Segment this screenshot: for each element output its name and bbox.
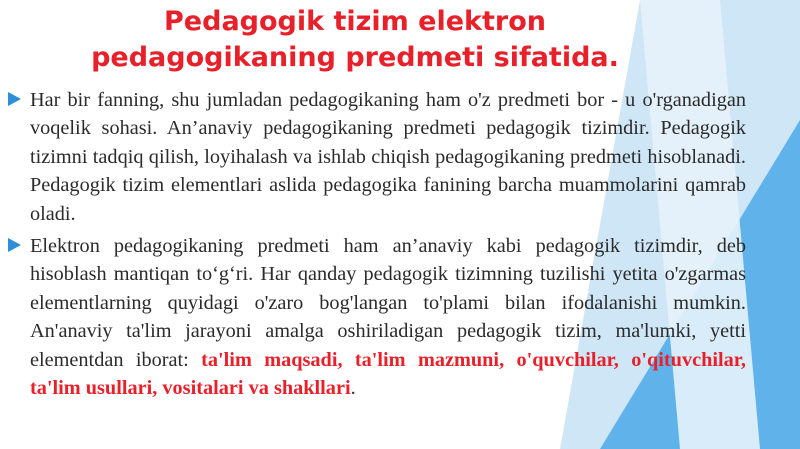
bullet-text-2: [30, 232, 746, 402]
bullet-text-2-body: Elektron pedagogikaning predmeti ham an’anaviy kabi pedagogik tizimdir, deb hisoblash mantiqan to‘g‘ri. Har qanday pedagogik tizimning tuzilishi yetita o'zgarmas elementlarning quyidagi o'zaro bog'langan to'plami bilan ifodalanishi mumkin. An'anaviy ta'lim jarayoni amalga oshiriladigan pedagogik tizim, ma'lumki, yetti elementdan iborat:: [30, 235, 746, 371]
slide-title: [60, 4, 650, 76]
bullet-item-2: [8, 232, 746, 402]
bullet-text-1: Har bir fanning, shu jumladan pedagogikaning ham o'z predmeti bor - u o'rganadigan voqelik sohasi. An’anaviy pedagogikaning predmeti pedagogik tizimdir. Pedagogik tizimni tadqiq qilish, loyihalash va ishlab chiqish pedagogikaning predmeti hisoblanadi. Pedagogik tizim elementlari aslida pedagogika fanining barcha muammolarini qamrab oladi.: [30, 89, 746, 225]
bullet-arrow-icon: [8, 238, 21, 252]
highlighted-elements: ta'lim maqsadi, ta'lim mazmuni, o'quvchilar, o'qituvchilar, ta'lim usullari, vositalari va shakllari: [30, 348, 746, 400]
bullet-text-2-end: .: [350, 377, 356, 400]
slide-title-line-1: Pedagogik tizim elektron: [164, 6, 546, 37]
bullet-list: [8, 86, 746, 406]
bullet-arrow-icon: [8, 92, 21, 106]
slide-title-line-2: pedagogikaning predmeti sifatida.: [91, 42, 619, 73]
bullet-item-1: [8, 86, 746, 228]
